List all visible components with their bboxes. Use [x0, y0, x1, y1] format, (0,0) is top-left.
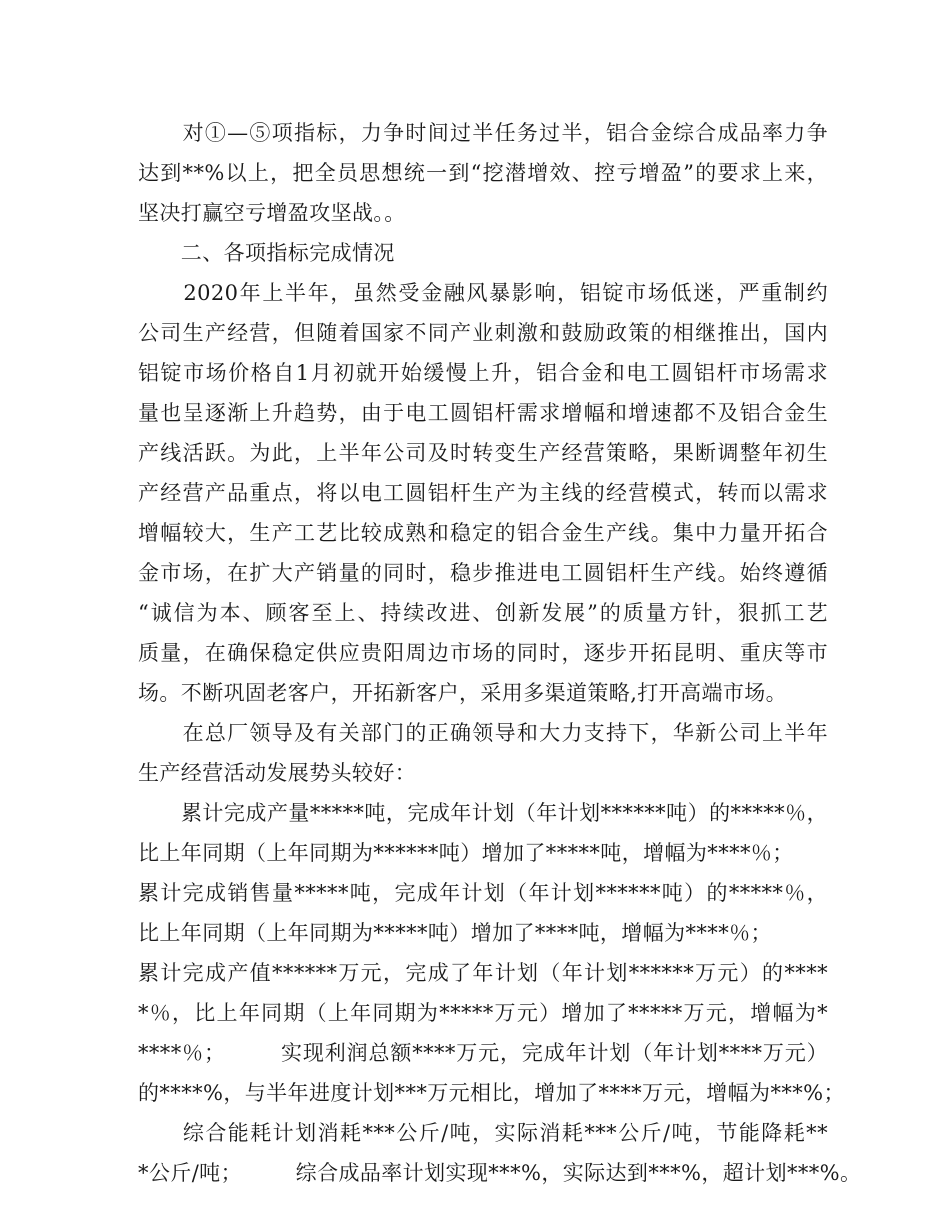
paragraph-line: 累计完成产值******万元，完成了年计划（年计划******万元）的**** — [138, 961, 828, 985]
paragraph-line: 2020年上半年，虽然受金融风暴影响，铝锭市场低迷，严重制约 — [138, 281, 828, 305]
paragraph-line: 在总厂领导及有关部门的正确领导和大力支持下，华新公司上半年 — [138, 721, 828, 745]
paragraph-line: 产经营产品重点，将以电工圆铝杆生产为主线的经营模式，转而以需求 — [138, 481, 828, 505]
paragraph-line: 产线活跃。为此，上半年公司及时转变生产经营策略，果断调整年初生 — [138, 441, 828, 465]
paragraph-line: 累计完成产量*****吨，完成年计划（年计划******吨）的*****％， — [138, 801, 828, 825]
paragraph-line: 金市场，在扩大产销量的同时，稳步推进电工圆铝杆生产线。始终遵循 — [138, 561, 828, 585]
paragraph-line: ****％； 实现利润总额****万元，完成年计划（年计划****万元） — [138, 1041, 828, 1065]
section-heading: 二、各项指标完成情况 — [138, 241, 395, 265]
paragraph-line: 比上年同期（上年同期为******吨）增加了*****吨，增幅为****％； — [138, 841, 794, 865]
paragraph-line: 铝锭市场价格自1月初就开始缓慢上升，铝合金和电工圆铝杆市场需求 — [138, 361, 828, 385]
paragraph-line: 累计完成销售量*****吨，完成年计划（年计划******吨）的*****％， — [138, 881, 828, 905]
paragraph-line: “诚信为本、顾客至上、持续改进、创新发展”的质量方针，狠抓工艺 — [138, 601, 828, 625]
paragraph-line: 比上年同期（上年同期为*****吨）增加了****吨，增幅为****％； — [138, 921, 772, 945]
paragraph-line: 质量，在确保稳定供应贵阳周边市场的同时，逐步开拓昆明、重庆等市 — [138, 641, 828, 665]
paragraph-line: 对①—⑤项指标，力争时间过半任务过半，铝合金综合成品率力争 — [138, 121, 828, 145]
paragraph-line: 坚决打赢空亏增盈攻坚战。。 — [138, 201, 406, 225]
paragraph-line: 的****%，与半年进度计划***万元相比，增加了****万元，增幅为***%； — [138, 1081, 845, 1105]
paragraph-line: 增幅较大，生产工艺比较成熟和稳定的铝合金生产线。集中力量开拓合 — [138, 521, 828, 545]
paragraph-line: *％，比上年同期（上年同期为*****万元）增加了*****万元，增幅为* — [138, 1001, 828, 1025]
paragraph-line: 公司生产经营，但随着国家不同产业刺激和鼓励政策的相继推出，国内 — [138, 321, 828, 345]
paragraph-line: 达到**%以上，把全员思想统一到“挖潜增效、控亏增盈”的要求上来， — [138, 161, 828, 185]
paragraph-line: *公斤/吨； 综合成品率计划实现***%，实际达到***%，超计划***%。 — [138, 1161, 862, 1185]
paragraph-line: 综合能耗计划消耗***公斤/吨，实际消耗***公斤/吨，节能降耗** — [138, 1121, 828, 1145]
paragraph-line: 量也呈逐渐上升趋势，由于电工圆铝杆需求增幅和增速都不及铝合金生 — [138, 401, 828, 425]
paragraph-line: 场。不断巩固老客户，开拓新客户，采用多渠道策略,打开高端市场。 — [138, 681, 788, 705]
paragraph-line: 生产经营活动发展势头较好： — [138, 761, 417, 785]
